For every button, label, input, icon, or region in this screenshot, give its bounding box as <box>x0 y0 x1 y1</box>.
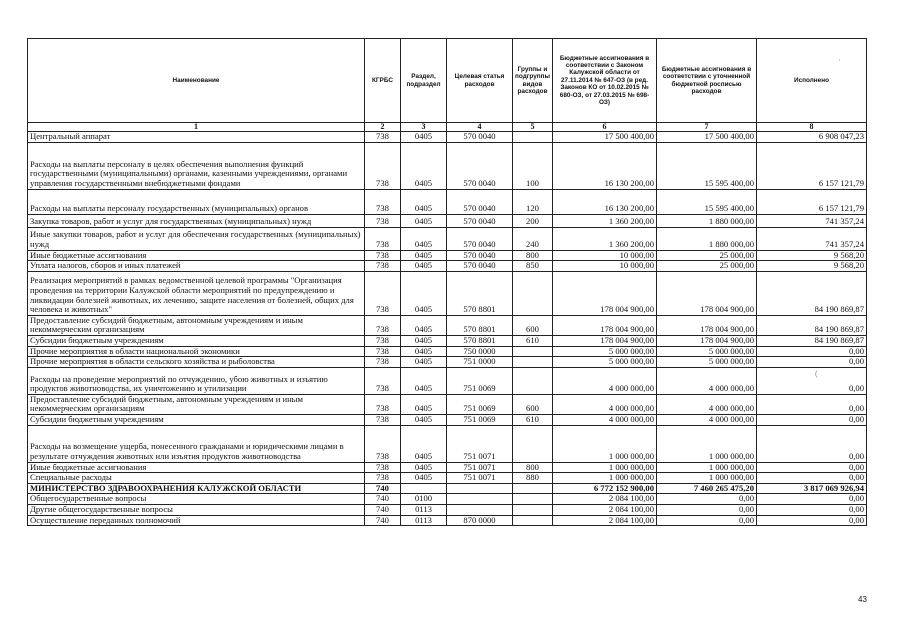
table-row <box>28 483 867 494</box>
row-executed: 0,00 <box>757 515 867 526</box>
row-group: 800 <box>513 250 553 261</box>
row-roster-assignment: 4 000 000,00 <box>657 367 757 394</box>
row-kgrbs: 738 <box>365 473 401 484</box>
row-kgrbs: 738 <box>365 367 401 394</box>
row-article: 870 0000 <box>447 515 513 526</box>
row-law-assignment: 1 360 200,00 <box>553 227 657 250</box>
header-roster: Бюджетные ассигнования в соответствии с уточненной бюджетной росписью расходов <box>657 39 757 123</box>
row-roster-assignment: 178 004 900,00 <box>657 315 757 335</box>
row-group: 200 <box>513 214 553 227</box>
column-number: 2 <box>365 123 401 132</box>
row-law-assignment: 1 000 000,00 <box>553 462 657 473</box>
row-executed: 0,00 <box>757 473 867 484</box>
table-row <box>28 271 867 315</box>
row-group <box>513 504 553 515</box>
row-executed: 84 190 869,87 <box>757 315 867 335</box>
row-name: Закупка товаров, работ и услуг для государственных (муниципальных) нужд <box>28 214 365 227</box>
row-kgrbs: 738 <box>365 425 401 462</box>
row-kgrbs: 738 <box>365 189 401 214</box>
column-number: 5 <box>513 123 553 132</box>
row-kgrbs: 738 <box>365 346 401 357</box>
row-group: 100 <box>513 142 553 189</box>
row-group: 880 <box>513 473 553 484</box>
header-kgrbs: КГРБС <box>365 39 401 123</box>
row-executed: 6 908 047,23 <box>757 132 867 143</box>
row-law-assignment: 4 000 000,00 <box>553 394 657 414</box>
table-row <box>28 504 867 515</box>
row-name: МИНИСТЕРСТВО ЗДРАВООХРАНЕНИЯ КАЛУЖСКОЙ ОБЛАСТИ <box>28 483 365 494</box>
row-section: 0405 <box>401 414 447 425</box>
row-law-assignment: 1 360 200,00 <box>553 214 657 227</box>
row-group <box>513 271 553 315</box>
row-section: 0405 <box>401 132 447 143</box>
header-group: Группы и подгруппы видов расходов <box>513 39 553 123</box>
header-name: Наименование <box>28 39 365 123</box>
row-group: 240 <box>513 227 553 250</box>
row-law-assignment: 178 004 900,00 <box>553 315 657 335</box>
row-group <box>513 132 553 143</box>
row-name: Расходы на возмещение ущерба, понесенного гражданами и юридическими лицами в результате отчуждения животных или изъятия продуктов животноводства <box>28 425 365 462</box>
row-executed: 6 157 121,79 <box>757 142 867 189</box>
report-sheet <box>27 38 866 526</box>
row-group: 600 <box>513 315 553 335</box>
scan-mark: ' <box>839 60 841 66</box>
row-group: 850 <box>513 261 553 272</box>
row-group <box>513 357 553 368</box>
row-roster-assignment: 15 595 400,00 <box>657 142 757 189</box>
row-name: Предоставление субсидий бюджетным, автономным учреждениям и иным некоммерческим организациям <box>28 315 365 335</box>
table-row <box>28 494 867 505</box>
row-section: 0405 <box>401 357 447 368</box>
row-kgrbs: 740 <box>365 494 401 505</box>
column-number: 8 <box>757 123 867 132</box>
row-kgrbs: 738 <box>365 250 401 261</box>
row-executed: 0,00 <box>757 414 867 425</box>
row-article: 570 0040 <box>447 189 513 214</box>
table-row <box>28 515 867 526</box>
column-number: 7 <box>657 123 757 132</box>
row-law-assignment: 2 084 100,00 <box>553 494 657 505</box>
row-section: 0405 <box>401 142 447 189</box>
row-group: 800 <box>513 462 553 473</box>
row-section: 0405 <box>401 315 447 335</box>
row-section: 0405 <box>401 394 447 414</box>
row-article: 570 0040 <box>447 227 513 250</box>
row-executed: 0,00 <box>757 346 867 357</box>
table-row <box>28 414 867 425</box>
row-group <box>513 515 553 526</box>
row-section: 0405 <box>401 227 447 250</box>
row-name: Общегосударственные вопросы <box>28 494 365 505</box>
table-row <box>28 394 867 414</box>
row-section: 0405 <box>401 425 447 462</box>
row-executed: 0,00 <box>757 425 867 462</box>
row-group: 610 <box>513 414 553 425</box>
column-number: 1 <box>28 123 365 132</box>
table-row <box>28 142 867 189</box>
page-number: 43 <box>858 595 867 604</box>
row-executed: 0,00 <box>757 394 867 414</box>
table-row <box>28 189 867 214</box>
row-executed: 0,00 <box>757 367 867 394</box>
row-section: 0405 <box>401 214 447 227</box>
row-article: 751 0071 <box>447 473 513 484</box>
row-name: Расходы на проведение мероприятий по отчуждению, убою животных и изъятию продуктов животноводства, их уничтожению и утилизации <box>28 367 365 394</box>
row-law-assignment: 2 084 100,00 <box>553 504 657 515</box>
row-article <box>447 483 513 494</box>
row-roster-assignment: 25 000,00 <box>657 250 757 261</box>
row-name: Прочие мероприятия в области национальной экономики <box>28 346 365 357</box>
table-row <box>28 473 867 484</box>
row-name: Прочие мероприятия в области сельского хозяйства и рыболовства <box>28 357 365 368</box>
table-row <box>28 261 867 272</box>
table-row <box>28 315 867 335</box>
row-group: 610 <box>513 335 553 346</box>
header-article: Целевая статья расходов <box>447 39 513 123</box>
row-name: Предоставление субсидий бюджетным, автономным учреждениям и иным некоммерческим организациям <box>28 394 365 414</box>
row-executed: 0,00 <box>757 494 867 505</box>
row-law-assignment: 1 000 000,00 <box>553 425 657 462</box>
row-roster-assignment: 17 500 400,00 <box>657 132 757 143</box>
row-name: Расходы на выплаты персоналу в целях обеспечения выполнения функций государственными (муниципальными) органами, казенными учреждениями, органами управления государственными внебюджетными фондами <box>28 142 365 189</box>
row-article: 751 0069 <box>447 394 513 414</box>
column-number: 3 <box>401 123 447 132</box>
row-article: 751 0071 <box>447 462 513 473</box>
row-group <box>513 494 553 505</box>
row-law-assignment: 4 000 000,00 <box>553 414 657 425</box>
table-row <box>28 367 867 394</box>
row-article: 570 0040 <box>447 261 513 272</box>
row-kgrbs: 740 <box>365 483 401 494</box>
row-kgrbs: 738 <box>365 142 401 189</box>
row-group <box>513 367 553 394</box>
row-section: 0100 <box>401 494 447 505</box>
row-section: 0405 <box>401 335 447 346</box>
row-name: Иные бюджетные ассигнования <box>28 462 365 473</box>
row-article: 751 0071 <box>447 425 513 462</box>
row-executed: 741 357,24 <box>757 214 867 227</box>
header-section: Раздел, подраздел <box>401 39 447 123</box>
row-group <box>513 346 553 357</box>
row-executed: 84 190 869,87 <box>757 335 867 346</box>
row-roster-assignment: 15 595 400,00 <box>657 189 757 214</box>
row-law-assignment: 10 000,00 <box>553 261 657 272</box>
row-roster-assignment: 1 000 000,00 <box>657 462 757 473</box>
row-law-assignment: 178 004 900,00 <box>553 335 657 346</box>
row-kgrbs: 738 <box>365 357 401 368</box>
row-article: 570 0040 <box>447 132 513 143</box>
row-kgrbs: 738 <box>365 261 401 272</box>
row-roster-assignment: 25 000,00 <box>657 261 757 272</box>
row-law-assignment: 5 000 000,00 <box>553 357 657 368</box>
row-name: Осуществление переданных полномочий <box>28 515 365 526</box>
row-roster-assignment: 1 000 000,00 <box>657 473 757 484</box>
row-article: 751 0069 <box>447 414 513 425</box>
header-law: Бюджетные ассигнования в соответствии с Законом Калужской области от 27.11.2014 № 647-ОЗ (в ред. Законов КО от 10.02.2015 № 680-ОЗ, от 27.03.2015 № 698-ОЗ) <box>553 39 657 123</box>
row-section: 0405 <box>401 271 447 315</box>
row-roster-assignment: 1 880 000,00 <box>657 214 757 227</box>
row-article: 570 8801 <box>447 271 513 315</box>
table-row <box>28 357 867 368</box>
row-executed: 0,00 <box>757 357 867 368</box>
row-kgrbs: 738 <box>365 227 401 250</box>
row-roster-assignment: 0,00 <box>657 504 757 515</box>
row-article: 570 8801 <box>447 315 513 335</box>
row-name: Центральный аппарат <box>28 132 365 143</box>
table-row <box>28 462 867 473</box>
column-number-row <box>28 123 867 132</box>
row-group <box>513 483 553 494</box>
row-roster-assignment: 1 880 000,00 <box>657 227 757 250</box>
row-name: Иные бюджетные ассигнования <box>28 250 365 261</box>
table-row <box>28 132 867 143</box>
row-name: Специальные расходы <box>28 473 365 484</box>
row-section: 0405 <box>401 462 447 473</box>
header-done: Исполнено <box>757 39 867 123</box>
row-name: Субсидии бюджетным учреждениям <box>28 414 365 425</box>
row-law-assignment: 6 772 152 900,00 <box>553 483 657 494</box>
table-row <box>28 425 867 462</box>
row-law-assignment: 178 004 900,00 <box>553 271 657 315</box>
row-section: 0405 <box>401 189 447 214</box>
row-roster-assignment: 178 004 900,00 <box>657 271 757 315</box>
row-article <box>447 504 513 515</box>
row-roster-assignment: 1 000 000,00 <box>657 425 757 462</box>
row-group: 600 <box>513 394 553 414</box>
row-article: 570 8801 <box>447 335 513 346</box>
row-law-assignment: 4 000 000,00 <box>553 367 657 394</box>
row-roster-assignment: 5 000 000,00 <box>657 346 757 357</box>
row-roster-assignment: 0,00 <box>657 494 757 505</box>
row-article: 751 0000 <box>447 357 513 368</box>
row-section: 0113 <box>401 515 447 526</box>
row-name: Субсидии бюджетным учреждениям <box>28 335 365 346</box>
row-law-assignment: 16 130 200,00 <box>553 142 657 189</box>
row-name: Иные закупки товаров, работ и услуг для обеспечения государственных (муниципальных) нужд <box>28 227 365 250</box>
row-section: 0405 <box>401 346 447 357</box>
row-section <box>401 483 447 494</box>
row-article <box>447 494 513 505</box>
row-article: 570 0040 <box>447 214 513 227</box>
column-number: 6 <box>553 123 657 132</box>
row-kgrbs: 738 <box>365 414 401 425</box>
row-roster-assignment: 4 000 000,00 <box>657 414 757 425</box>
row-law-assignment: 17 500 400,00 <box>553 132 657 143</box>
row-kgrbs: 738 <box>365 271 401 315</box>
row-executed: 9 568,20 <box>757 250 867 261</box>
table-row <box>28 227 867 250</box>
row-article: 570 0040 <box>447 142 513 189</box>
row-executed: 0,00 <box>757 462 867 473</box>
row-kgrbs: 738 <box>365 214 401 227</box>
row-executed: 0,00 <box>757 504 867 515</box>
row-roster-assignment: 0,00 <box>657 515 757 526</box>
row-executed: 3 817 069 926,94 <box>757 483 867 494</box>
row-kgrbs: 738 <box>365 132 401 143</box>
row-name: Реализация мероприятий в рамках ведомственной целевой программы "Организация проведения на территории Калужской области мероприятий по предупреждению и ликвидации болезней животных, их лечению, защите населения от болезней, общих для человека и животных" <box>28 271 365 315</box>
row-kgrbs: 740 <box>365 504 401 515</box>
row-group: 120 <box>513 189 553 214</box>
row-group <box>513 425 553 462</box>
row-section: 0113 <box>401 504 447 515</box>
row-law-assignment: 1 000 000,00 <box>553 473 657 484</box>
row-section: 0405 <box>401 367 447 394</box>
row-roster-assignment: 4 000 000,00 <box>657 394 757 414</box>
row-law-assignment: 16 130 200,00 <box>553 189 657 214</box>
row-section: 0405 <box>401 473 447 484</box>
row-name: Уплата налогов, сборов и иных платежей <box>28 261 365 272</box>
table-row <box>28 335 867 346</box>
budget-table <box>27 38 867 526</box>
row-executed: 6 157 121,79 <box>757 189 867 214</box>
row-section: 0405 <box>401 250 447 261</box>
row-kgrbs: 740 <box>365 515 401 526</box>
row-executed: 84 190 869,87 <box>757 271 867 315</box>
row-executed: 741 357,24 <box>757 227 867 250</box>
header-row <box>28 39 867 123</box>
row-article: 570 0040 <box>447 250 513 261</box>
row-kgrbs: 738 <box>365 315 401 335</box>
row-roster-assignment: 7 460 265 475,20 <box>657 483 757 494</box>
row-kgrbs: 738 <box>365 462 401 473</box>
row-kgrbs: 738 <box>365 335 401 346</box>
row-article: 751 0069 <box>447 367 513 394</box>
row-section: 0405 <box>401 261 447 272</box>
row-article: 750 0000 <box>447 346 513 357</box>
row-executed: 9 568,20 <box>757 261 867 272</box>
row-roster-assignment: 5 000 000,00 <box>657 357 757 368</box>
row-law-assignment: 5 000 000,00 <box>553 346 657 357</box>
table-row <box>28 346 867 357</box>
table-row <box>28 214 867 227</box>
row-name: Другие общегосударственные вопросы <box>28 504 365 515</box>
row-name: Расходы на выплаты персоналу государственных (муниципальных) органов <box>28 189 365 214</box>
table-row <box>28 250 867 261</box>
row-roster-assignment: 178 004 900,00 <box>657 335 757 346</box>
row-kgrbs: 738 <box>365 394 401 414</box>
row-law-assignment: 10 000,00 <box>553 250 657 261</box>
column-number: 4 <box>447 123 513 132</box>
row-law-assignment: 2 084 100,00 <box>553 515 657 526</box>
scan-mark: ( <box>815 371 818 378</box>
